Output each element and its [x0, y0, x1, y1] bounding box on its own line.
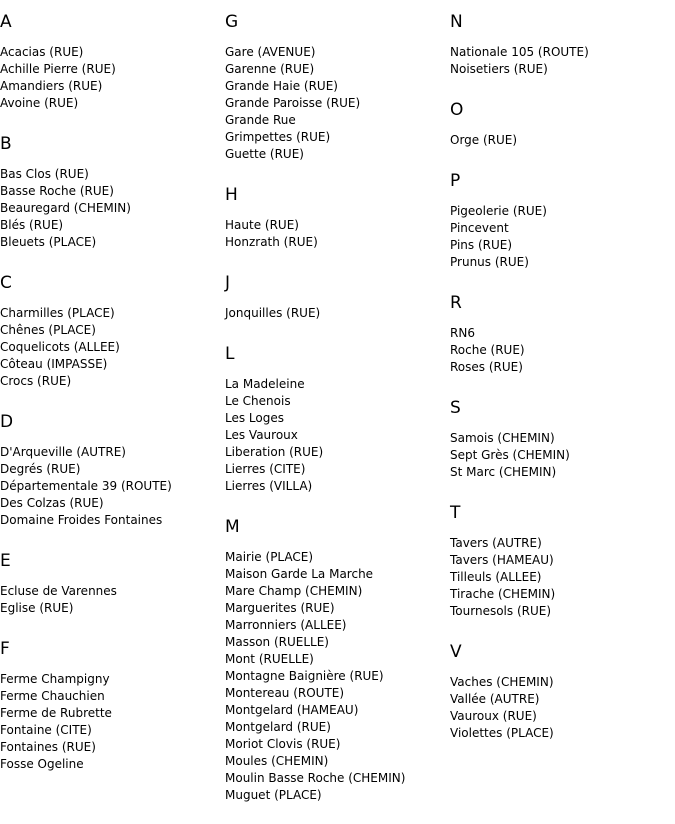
street-name: Eglise (RUE): [0, 601, 74, 615]
section-letter-s: S: [450, 398, 461, 418]
street-name: Mare Champ (CHEMIN): [225, 584, 363, 598]
street-name: D'Arqueville (AUTRE): [0, 445, 126, 459]
street-name: Degrés (RUE): [0, 462, 81, 476]
section-letter-t: T: [450, 503, 461, 523]
street-name: Beauregard (CHEMIN): [0, 201, 131, 215]
street-name: Maison Garde La Marche: [225, 567, 374, 581]
section-letter-o: O: [450, 100, 464, 120]
street-name: Haute (RUE): [225, 218, 299, 232]
street-name: Vaches (CHEMIN): [450, 675, 554, 689]
street-name: Lierres (VILLA): [225, 479, 313, 493]
street-name: Garenne (RUE): [225, 62, 315, 76]
section-letter-c: C: [0, 273, 12, 293]
street-name: Grimpettes (RUE): [225, 130, 331, 144]
street-name: Fosse Ogeline: [0, 757, 84, 771]
street-name: Chênes (PLACE): [0, 323, 96, 337]
street-name: Grande Rue: [225, 113, 296, 127]
street-name: Vallée (AUTRE): [450, 692, 540, 706]
street-name: Sept Grès (CHEMIN): [450, 448, 570, 462]
street-name: Montgelard (HAMEAU): [225, 703, 359, 717]
street-name: Avoine (RUE): [0, 96, 79, 110]
street-name: Violettes (PLACE): [450, 726, 554, 740]
section-letter-l: L: [225, 344, 235, 364]
street-name: Guette (RUE): [225, 147, 304, 161]
section-letter-r: R: [450, 293, 462, 313]
street-name: La Madeleine: [225, 377, 305, 391]
street-name: Pins (RUE): [450, 238, 513, 252]
street-name: Montereau (ROUTE): [225, 686, 345, 700]
street-name: Lierres (CITE): [225, 462, 306, 476]
street-name: Vauroux (RUE): [450, 709, 537, 723]
street-name: Ecluse de Varennes: [0, 584, 117, 598]
section-letter-g: G: [225, 12, 239, 32]
section-letter-m: M: [225, 517, 240, 537]
street-name: Bleuets (PLACE): [0, 235, 97, 249]
section-letter-d: D: [0, 412, 14, 432]
street-name: Basse Roche (RUE): [0, 184, 114, 198]
section-letter-a: A: [0, 12, 12, 32]
street-name: Tilleuls (ALLEE): [450, 570, 542, 584]
street-name: Côteau (IMPASSE): [0, 357, 108, 371]
street-name: Orge (RUE): [450, 133, 518, 147]
street-name: RN6: [450, 326, 475, 340]
street-name: Fontaine (CITE): [0, 723, 92, 737]
street-name: Crocs (RUE): [0, 374, 72, 388]
street-name: Pincevent: [450, 221, 509, 235]
street-name: Domaine Froides Fontaines: [0, 513, 163, 527]
section-letter-h: H: [225, 185, 238, 205]
street-name: Noisetiers (RUE): [450, 62, 548, 76]
street-name: Tavers (AUTRE): [450, 536, 542, 550]
street-name: Tournesols (RUE): [450, 604, 552, 618]
street-name: Blés (RUE): [0, 218, 64, 232]
street-name: Tavers (HAMEAU): [450, 553, 554, 567]
street-name: Jonquilles (RUE): [225, 306, 321, 320]
street-name: Prunus (RUE): [450, 255, 529, 269]
street-name: Achille Pierre (RUE): [0, 62, 116, 76]
section-letter-e: E: [0, 551, 11, 571]
street-name: Marronniers (ALLEE): [225, 618, 347, 632]
street-name: Muguet (PLACE): [225, 788, 322, 802]
street-name: Grande Haie (RUE): [225, 79, 338, 93]
street-name: Ferme Champigny: [0, 672, 110, 686]
street-name: Les Loges: [225, 411, 284, 425]
street-name: Roses (RUE): [450, 360, 523, 374]
street-name: Samois (CHEMIN): [450, 431, 555, 445]
street-name: Départementale 39 (ROUTE): [0, 479, 172, 493]
street-name: Moulin Basse Roche (CHEMIN): [225, 771, 406, 785]
street-name: Bas Clos (RUE): [0, 167, 89, 181]
street-name: Moules (CHEMIN): [225, 754, 329, 768]
street-name: Grande Paroisse (RUE): [225, 96, 361, 110]
section-letter-p: P: [450, 171, 461, 191]
street-name: Gare (AVENUE): [225, 45, 316, 59]
section-letter-v: V: [450, 642, 462, 662]
street-name: Montgelard (RUE): [225, 720, 331, 734]
street-name: Nationale 105 (ROUTE): [450, 45, 589, 59]
section-letter-n: N: [450, 12, 463, 32]
street-name: Pigeolerie (RUE): [450, 204, 547, 218]
street-name: Des Colzas (RUE): [0, 496, 104, 510]
street-name: Marguerites (RUE): [225, 601, 335, 615]
street-name: Charmilles (PLACE): [0, 306, 115, 320]
street-name: Liberation (RUE): [225, 445, 324, 459]
street-name: Mairie (PLACE): [225, 550, 314, 564]
street-name: Ferme Chauchien: [0, 689, 105, 703]
street-name: Fontaines (RUE): [0, 740, 96, 754]
street-name: Tirache (CHEMIN): [450, 587, 556, 601]
section-letter-b: B: [0, 134, 12, 154]
street-name: Acacias (RUE): [0, 45, 84, 59]
street-name: Moriot Clovis (RUE): [225, 737, 341, 751]
street-name: Masson (RUELLE): [225, 635, 329, 649]
section-letter-f: F: [0, 639, 10, 659]
street-name: Coquelicots (ALLEE): [0, 340, 120, 354]
section-letter-j: J: [225, 273, 231, 293]
street-name: Mont (RUELLE): [225, 652, 314, 666]
street-name: Roche (RUE): [450, 343, 525, 357]
street-name: Les Vauroux: [225, 428, 298, 442]
street-name: Le Chenois: [225, 394, 291, 408]
street-name: Montagne Baignière (RUE): [225, 669, 384, 683]
street-name: Ferme de Rubrette: [0, 706, 112, 720]
street-name: St Marc (CHEMIN): [450, 465, 557, 479]
street-name: Honzrath (RUE): [225, 235, 318, 249]
street-name: Amandiers (RUE): [0, 79, 103, 93]
